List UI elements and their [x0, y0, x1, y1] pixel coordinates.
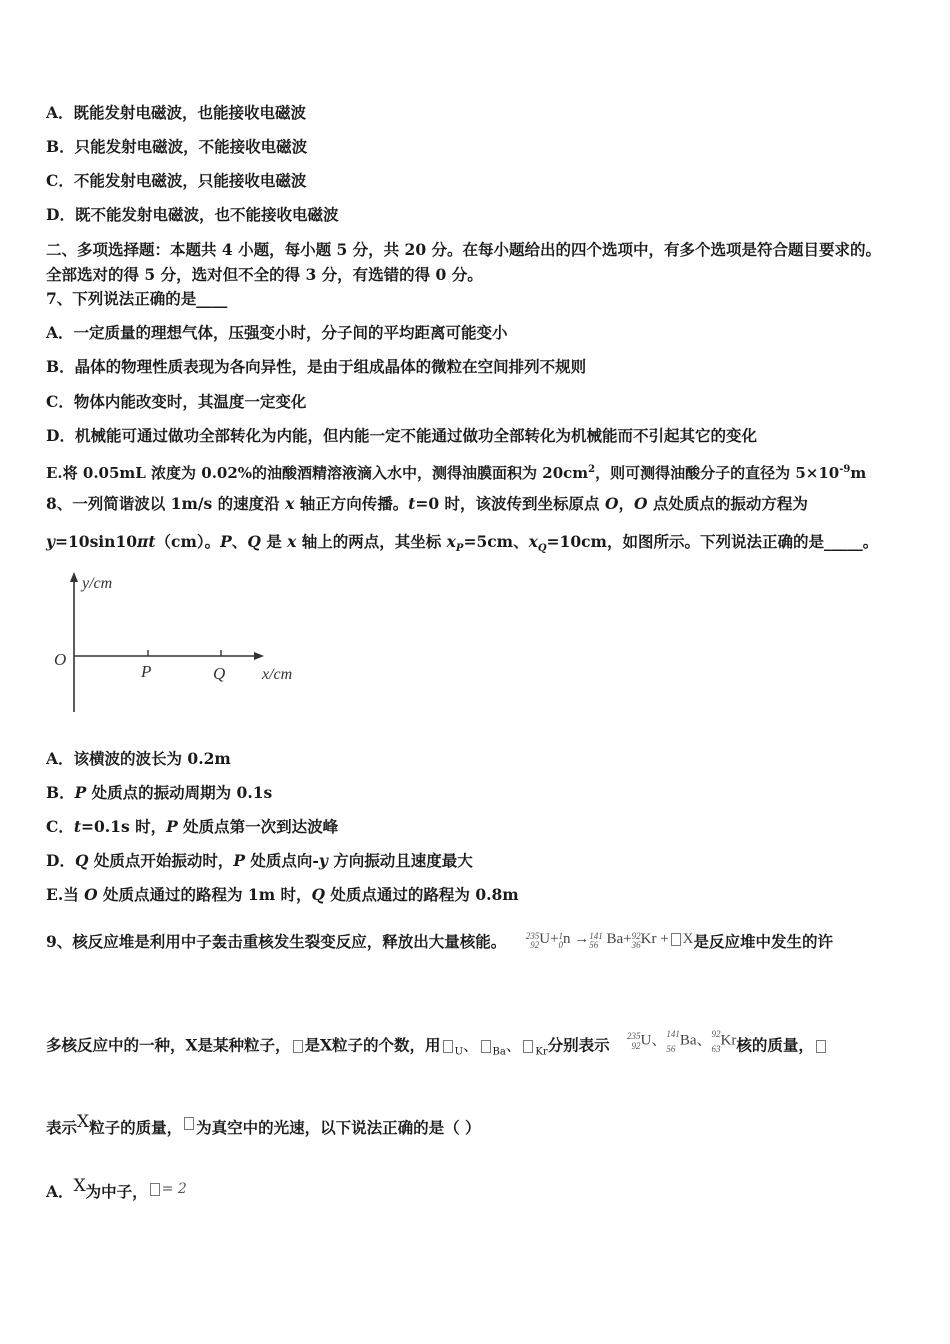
q7-option-d: D．机械能可通过做功全部转化为内能，但内能一定不能通过做功全部转化为机械能而不引起其它的变化: [46, 426, 757, 445]
q8-l2-b: （cm）。: [155, 532, 221, 551]
eq-kr: Kr +: [640, 931, 669, 947]
q9-line3: [46, 1112, 481, 1138]
q8-l2-q: Q: [247, 532, 261, 551]
q7-e-prefix: E.将 0.05mL 浓度为 0.02%的油酸酒精溶液滴入水中，测得油膜面积为 20cm: [46, 464, 589, 482]
placeholder-box: [816, 1040, 826, 1053]
q8-l2-a: =10sin10: [55, 532, 138, 551]
q8-l1-x: x: [285, 494, 295, 513]
q9-sub-ba: Ba: [492, 1046, 506, 1058]
q8-c-p: P: [166, 817, 178, 836]
q9-a-label: A．: [46, 1182, 74, 1201]
placeholder-box: [481, 1040, 491, 1053]
q7-option-b: B．晶体的物理性质表现为各向异性，是由于组成晶体的微粒在空间排列不规则: [46, 357, 587, 376]
x-axis-arrow: [254, 652, 264, 660]
q9-a-eq: = 2: [161, 1181, 187, 1197]
nuc-u-bot: 92: [631, 1041, 641, 1051]
q8-d-c: 处质点向-: [245, 851, 319, 870]
q9-sep-2: 、: [505, 1036, 522, 1055]
q8-l1-b: 轴正方向传播。: [294, 494, 409, 513]
q9-l2-d: 核的质量，: [736, 1035, 814, 1055]
eq-kr-top: 92: [631, 930, 641, 941]
q9-l3-c: 为真空中的光速，以下说法正确的是（ ）: [196, 1118, 481, 1137]
q9-l2-a: 多核反应中的一种，X是某种粒子，: [46, 1035, 291, 1055]
q8-l2-xp-sub: P: [455, 543, 464, 555]
q8-l2-f: =5cm、: [463, 532, 529, 551]
q8-stem-line2: [46, 532, 878, 559]
q8-l2-p: P: [220, 532, 232, 551]
q8-d-d: 方向振动且速度最大: [327, 851, 473, 870]
q8-l2-c: 、: [231, 532, 248, 551]
q8-l1-d: ，: [618, 494, 634, 513]
nuc-ba-bot: 56: [666, 1044, 676, 1054]
q9-sep-1: 、: [463, 1036, 479, 1055]
eq-kr-bot: 36: [631, 939, 641, 950]
q9-a-x: X: [73, 1176, 86, 1196]
q9-l3-a: 表示: [46, 1118, 78, 1137]
q8-l2-pit: πt: [137, 532, 156, 551]
nuc-ba: Ba、: [679, 1032, 712, 1049]
section2-line2: 全部选对的得 5 分，选对但不全的得 3 分，有选错的得 0 分。: [46, 265, 483, 284]
q8-option-d: [46, 851, 473, 871]
q-label: Q: [213, 664, 226, 683]
q7-e-sup2: -9: [839, 464, 851, 475]
q8-l2-d: 是: [260, 532, 288, 551]
q8-b-a: B．: [46, 783, 75, 802]
wave-axis-figure: [44, 568, 314, 718]
nuc-u: U、: [640, 1032, 667, 1049]
q8-l2-xp: x: [446, 532, 456, 551]
placeholder-box: [184, 1117, 194, 1130]
q8-l1-t: t: [408, 494, 416, 513]
q9-l2-c: 分别表示: [547, 1035, 610, 1055]
q8-d-b: 处质点开始振动时，: [88, 851, 234, 870]
placeholder-box: [523, 1040, 533, 1053]
section2-line1: 二、多项选择题：本题共 4 小题，每小题 5 分，共 20 分。在每小题给出的四个选项中，有多个选项是符合题目要求的。: [46, 240, 882, 259]
q8-l1-o1: O: [604, 494, 619, 513]
q6-option-c: C．不能发射电磁波，只能接收电磁波: [46, 171, 307, 190]
q8-d-y: y: [318, 851, 328, 870]
q6-option-b: B．只能发射电磁波，不能接收电磁波: [46, 137, 308, 156]
q8-option-c: [46, 817, 338, 837]
eq-u-top: 235: [525, 930, 540, 941]
nuc-kr: Kr: [720, 1032, 737, 1049]
x-axis-label: x/cm: [262, 666, 293, 683]
q8-l1-e: 点处质点的振动方程为: [647, 494, 808, 513]
q7-option-e: [46, 460, 866, 483]
q8-c-b: =0.1s 时，: [81, 817, 167, 836]
q9-a-b: 为中子，: [85, 1182, 148, 1201]
q8-d-q: Q: [74, 851, 89, 870]
q9-l3-x: X: [77, 1112, 90, 1132]
q8-c-c: 处质点第一次到达波峰: [177, 817, 339, 836]
origin-label: O: [54, 650, 67, 669]
q8-d-a: D．: [46, 851, 75, 870]
q9-l3-b: 粒子的质量，: [89, 1118, 183, 1137]
q7-e-end: m: [850, 464, 867, 482]
q8-l1-o2: O: [634, 494, 648, 513]
eq-u-bot: 92: [530, 939, 540, 950]
nuc-kr-bot: 63: [711, 1044, 721, 1054]
q9-l1-b: 是反应堆中发生的许: [693, 932, 834, 951]
eq-n: n →: [563, 931, 590, 947]
q8-b-p: P: [74, 783, 87, 802]
nuc-kr-top: 92: [711, 1029, 721, 1039]
eq-ba: Ba+: [602, 931, 632, 947]
q7-option-c: C．物体内能改变时，其温度一定变化: [46, 392, 307, 411]
placeholder-box: [671, 933, 681, 946]
q8-e-b: 处质点通过的路程为 1m 时，: [97, 885, 312, 904]
q8-stem-line1: [46, 494, 808, 514]
q8-d-p: P: [233, 851, 246, 870]
nuclide-list: [627, 1026, 736, 1056]
q8-e-a: E.当: [46, 885, 85, 904]
q8-c-t: t: [73, 817, 82, 836]
q8-l2-xq: x: [528, 532, 538, 551]
q8-l1-a: 8、一列简谐波以 1m/s 的速度沿: [46, 494, 286, 513]
placeholder-box: [293, 1040, 303, 1053]
q9-line1: [46, 932, 833, 953]
q9-line2: [46, 1029, 828, 1063]
q9-option-a: [46, 1176, 187, 1203]
q6-option-d: D．既不能发射电磁波，也不能接收电磁波: [46, 205, 339, 224]
q9-l1-a: 9、核反应堆是利用中子轰击重核发生裂变反应，释放出大量核能。: [46, 932, 507, 951]
nuclear-equation: [526, 929, 694, 949]
placeholder-box: [443, 1040, 453, 1053]
q8-e-o: O: [84, 885, 98, 904]
eq-x: X: [682, 931, 694, 947]
q8-l2-g: =10cm，如图所示。下列说法正确的是_____。: [546, 532, 879, 551]
q8-option-a: A．该横波的波长为 0.2m: [46, 749, 231, 768]
q7-option-a: A．一定质量的理想气体，压强变小时，分子间的平均距离可能变小: [46, 323, 508, 342]
placeholder-box: [150, 1183, 160, 1196]
y-axis-arrow: [70, 572, 78, 582]
q8-option-b: [46, 783, 272, 803]
nuc-ba-top: 141: [666, 1029, 680, 1039]
q8-e-q: Q: [311, 885, 326, 904]
nuc-u-top: 235: [627, 1031, 641, 1041]
q9-l2-b: 是X粒子的个数，用: [304, 1035, 441, 1055]
q7-e-mid: ，则可测得油酸分子的直径为 5×10: [595, 464, 840, 482]
q8-option-e: [46, 885, 519, 905]
eq-u: U+: [539, 931, 559, 947]
q8-l2-e: 轴上的两点，其坐标: [296, 532, 447, 551]
q7-e-sup1: 2: [588, 464, 596, 475]
q8-e-c: 处质点通过的路程为 0.8m: [325, 885, 519, 904]
eq-n-bot: 0: [558, 939, 563, 950]
q8-b-b: 处质点的振动周期为 0.1s: [86, 783, 273, 802]
eq-ba-top: 141: [589, 930, 603, 941]
q8-l2-x: x: [287, 532, 297, 551]
y-axis-label: y/cm: [82, 575, 113, 592]
q7-stem: 7、下列说法正确的是____: [46, 289, 228, 308]
q8-l1-c: =0 时，该波传到坐标原点: [415, 494, 605, 513]
q8-c-a: C．: [46, 817, 74, 836]
q8-l2-y: y: [46, 532, 56, 551]
eq-ba-bot: 56: [589, 939, 599, 950]
q8-l2-xq-sub: Q: [537, 543, 547, 555]
q9-sub-u: U: [454, 1046, 463, 1058]
q6-option-a: A．既能发射电磁波，也能接收电磁波: [46, 103, 307, 122]
p-label: P: [141, 662, 152, 681]
q9-sub-kr: Kr: [535, 1046, 548, 1058]
eq-n-top: 1: [558, 930, 563, 941]
